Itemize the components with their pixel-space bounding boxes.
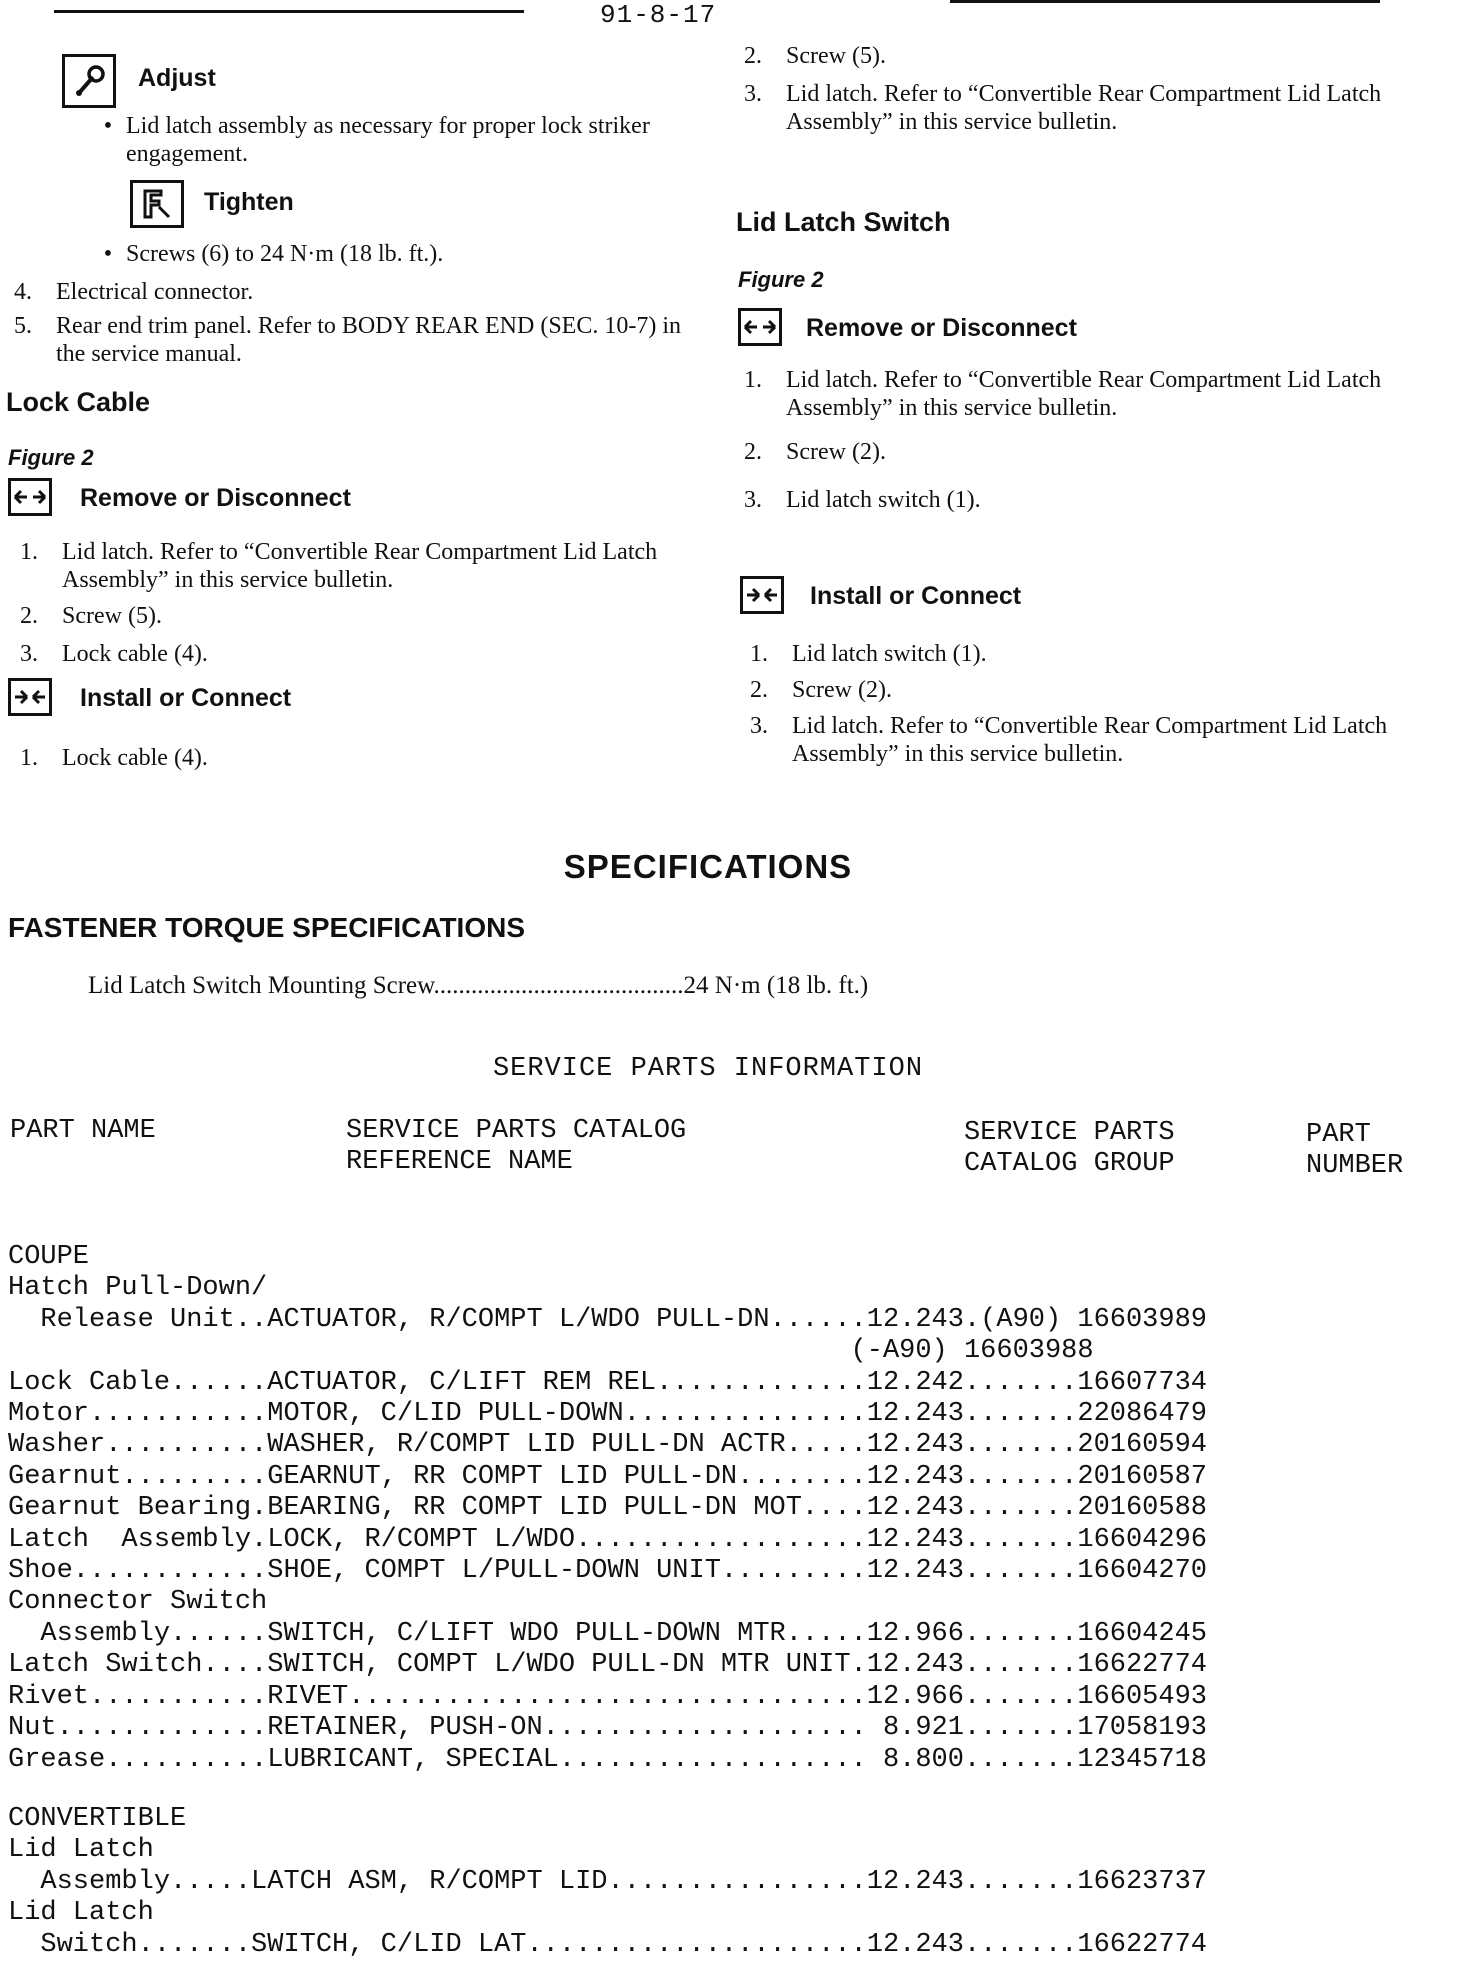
header-catalog-group: SERVICE PARTS CATALOG GROUP (964, 1118, 1175, 1179)
step-text: Lid latch. Refer to “Convertible Rear Compartment Lid Latch Assembly” in this service bulletin. (786, 367, 1382, 421)
adjust-label: Adjust (138, 64, 216, 92)
header-rule-right (950, 0, 1380, 3)
step-text: Screw (5). (62, 603, 162, 629)
install-arrows-icon (8, 678, 52, 716)
step-number: 4. (14, 279, 32, 305)
bullet-dot: • (103, 113, 113, 139)
step-text: Rear end trim panel. Refer to BODY REAR END (SEC. 10-7) in the service manual. (56, 313, 681, 367)
step-number: 3. (20, 641, 38, 667)
step-number: 5. (14, 313, 32, 339)
step-item (744, 80, 1414, 136)
step-text: Lid latch. Refer to “Convertible Rear Compartment Lid Latch Assembly” in this service bulletin. (62, 539, 658, 593)
header-rule-left (54, 10, 524, 13)
step-item (14, 312, 694, 368)
torque-value: 24 N·m (18 lb. ft.) (683, 972, 869, 999)
step-item (20, 640, 696, 668)
step-number: 2. (750, 677, 768, 703)
torque-wrench-icon (130, 180, 184, 228)
step-item (744, 42, 1414, 70)
step-number: 1. (744, 367, 762, 393)
step-number: 1. (20, 539, 38, 565)
lock-cable-heading: Lock Cable (6, 387, 151, 417)
specifications-title: SPECIFICATIONS (563, 848, 853, 885)
remove-arrows-icon (8, 478, 52, 516)
step-item (744, 438, 1414, 466)
remove-label: Remove or Disconnect (80, 484, 351, 512)
torque-leader-dots: ........................................ (433, 972, 684, 999)
step-number: 1. (750, 641, 768, 667)
lock-cable-figure-ref: Figure 2 (8, 445, 94, 470)
step-text: Screw (5). (786, 43, 886, 69)
torque-spec-row (88, 972, 868, 1000)
install-label: Install or Connect (810, 582, 1022, 610)
step-item (20, 744, 696, 772)
step-text: Lock cable (4). (62, 745, 208, 771)
step-number: 2. (744, 439, 762, 465)
header-part-name: PART NAME (10, 1116, 156, 1146)
page-number: 91-8-17 (600, 0, 717, 30)
step-item (20, 538, 696, 594)
wrench-icon (62, 54, 116, 108)
remove-arrows-icon (738, 308, 782, 346)
step-text: Electrical connector. (56, 279, 254, 305)
header-catalog-reference: SERVICE PARTS CATALOG REFERENCE NAME (346, 1116, 687, 1177)
lid-latch-switch-heading: Lid Latch Switch (736, 207, 951, 237)
step-item (750, 676, 1414, 704)
service-parts-title: SERVICE PARTS INFORMATION (492, 1054, 924, 1084)
step-text: Screw (2). (792, 677, 892, 703)
step-number: 2. (20, 603, 38, 629)
step-number: 3. (744, 487, 762, 513)
header-part-number: PART NUMBER (1306, 1120, 1404, 1181)
step-text: Lid latch. Refer to “Convertible Rear Compartment Lid Latch Assembly” in this service bulletin. (792, 713, 1388, 767)
fastener-torque-title: FASTENER TORQUE SPECIFICATIONS (8, 912, 526, 943)
step-item (744, 486, 1414, 514)
adjust-bullet (90, 112, 692, 168)
step-item (750, 712, 1414, 768)
install-label: Install or Connect (80, 684, 292, 712)
step-item (750, 640, 1414, 668)
lid-latch-switch-figure-ref: Figure 2 (738, 267, 824, 292)
step-number: 3. (744, 81, 762, 107)
step-number: 1. (20, 745, 38, 771)
step-number: 3. (750, 713, 768, 739)
parts-list-coupe: COUPE Hatch Pull-Down/ Release Unit..ACTUATOR, R/COMPT L/WDO PULL-DN......12.243.(A90) 16603989 (-A90) 16603988 Lock Cable......ACTUATOR, C/LIFT REM REL.............12.242.......16607734 Motor...........MOTOR, C/LID PULL-DOWN...............12.243.......22086479 Washer..........WASHER, R/COMPT LID PULL-DN ACTR.....12.243.......20160594 Gearnut.........GEARNUT, RR COMPT LID PULL-DN........12.243.......20160587 Gearnut Bearing.BEARING, RR COMPT LID PULL-DN MOT....12.243.......20160588 Latch Assembly.LOCK, R/COMPT L/WDO..................12.243.......16604296 Shoe............SHOE, COMPT L/PULL-DOWN UNIT.........12.243.......16604270 Connector Switch Assembly......SWITCH, C/LIFT WDO PULL-DOWN MTR.....12.966.......16604245 Latch Switch....SWITCH, COMPT L/WDO PULL-DN MTR UNIT.12.243.......16622774 Rivet...........RIVET................................12.966.......16605493 Nut.............RETAINER, PUSH-ON.................... 8.921.......17058193 Grease..........LUBRICANT, SPECIAL................... 8.800.......12345718 (8, 1242, 1207, 1775)
tighten-label: Tighten (204, 188, 294, 216)
torque-item: Lid Latch Switch Mounting Screw (88, 972, 434, 999)
step-text: Lid latch. Refer to “Convertible Rear Compartment Lid Latch Assembly” in this service bulletin. (786, 81, 1382, 135)
step-text: Screw (2). (786, 439, 886, 465)
remove-label: Remove or Disconnect (806, 314, 1077, 342)
step-item (744, 366, 1414, 422)
step-number: 2. (744, 43, 762, 69)
step-text: Lid latch switch (1). (786, 487, 981, 513)
adjust-bullet-text: Lid latch assembly as necessary for proper lock striker engagement. (126, 113, 650, 167)
bullet-dot: • (103, 241, 113, 267)
step-item (20, 602, 696, 630)
tighten-bullet (90, 240, 692, 268)
step-text: Lid latch switch (1). (792, 641, 987, 667)
step-text: Lock cable (4). (62, 641, 208, 667)
step-item (14, 278, 694, 306)
install-arrows-icon (740, 576, 784, 614)
tighten-bullet-text: Screws (6) to 24 N·m (18 lb. ft.). (126, 241, 444, 267)
parts-list-convertible: CONVERTIBLE Lid Latch Assembly.....LATCH ASM, R/COMPT LID................12.243.......16623737 Lid Latch Switch.......SWITCH, C/LID LAT.....................12.243.......16622774 (8, 1804, 1207, 1960)
